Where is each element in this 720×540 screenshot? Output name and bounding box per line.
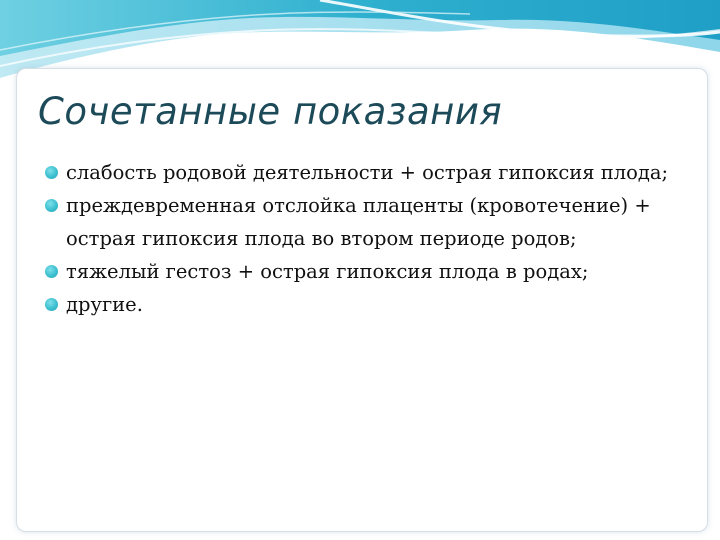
bullet-text: слабость родовой деятельности + острая гипоксия плода;	[66, 161, 669, 184]
bullet-text: преждевременная отслойка плаценты (кровотечение) + острая гипоксия плода во втором периоде родов;	[66, 194, 651, 250]
teal-circle-bullet-icon	[45, 265, 58, 278]
bullet-text: тяжелый гестоз + острая гипоксия плода в родах;	[66, 260, 589, 283]
bullet-list	[44, 156, 684, 321]
teal-circle-bullet-icon	[45, 166, 58, 179]
bullet-item-3	[44, 255, 684, 288]
bullet-item-4	[44, 288, 684, 321]
slide-title: Сочетанные показания	[38, 90, 503, 133]
teal-circle-bullet-icon	[45, 199, 58, 212]
bullet-item-1	[44, 156, 684, 189]
bullet-item-2	[44, 189, 684, 255]
bullet-text: другие.	[66, 293, 143, 316]
teal-circle-bullet-icon	[45, 298, 58, 311]
